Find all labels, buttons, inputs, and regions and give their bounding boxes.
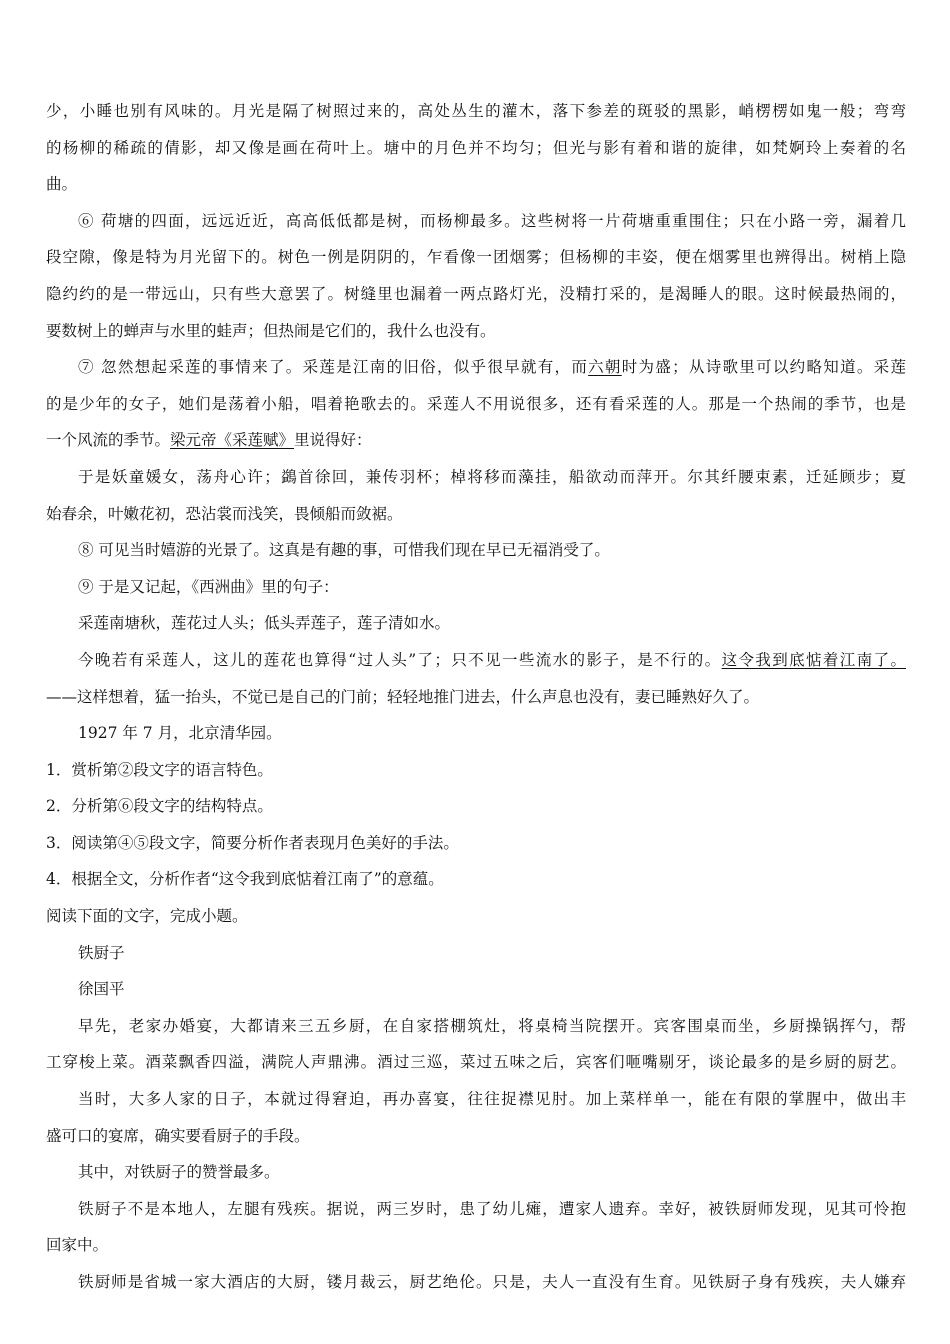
text-line: 今晚若有采莲人，这儿的莲花也算得“过人头”了；只不见一些流水的影子，是不行的。这令我到底惦着江南了。 xyxy=(78,650,906,669)
question-2: 2．分析第⑥段文字的结构特点。 xyxy=(46,797,273,816)
text-line: 的是少年的女子，她们是荡着小船，唱着艳歌去的。采莲人不用说很多，还有看采莲的人。那是一个热闹的季节，也是 xyxy=(46,394,906,413)
text-line: 隐约约的是一带远山，只有些大意罢了。树缝里也漏着一两点路灯光，没精打采的，是渴睡人的眼。这时候最热闹的， xyxy=(46,284,906,303)
text-line: 段空隙，像是特为月光留下的。树色一例是阴阴的，乍看像一团烟雾；但杨柳的丰姿，便在烟雾里也辨得出。树梢上隐 xyxy=(46,248,906,267)
quote-line: 于是妖童媛女，荡舟心许；鷁首徐回，兼传羽杯；棹将移而藻挂，船欲动而萍开。尔其纤腰束素，迁延顾步；夏 xyxy=(78,467,906,486)
question-1: 1．赏析第②段文字的语言特色。 xyxy=(46,760,273,779)
poem-line: 采莲南塘秋，莲花过人头；低头弄莲子，莲子清如水。 xyxy=(78,614,451,633)
text-line: 铁厨子不是本地人，左腿有残疾。据说，两三岁时，患了幼儿瘫，遭家人遗弃。幸好，被铁厨师发现，见其可怜抱 xyxy=(78,1199,906,1218)
text-line: 曲。 xyxy=(46,175,78,194)
underlined-sentence: 这令我到底惦着江南了。 xyxy=(721,650,906,669)
question-4: 4．根据全文，分析作者“这令我到底惦着江南了”的意蕴。 xyxy=(46,870,444,889)
text-line: 其中，对铁厨子的赞誉最多。 xyxy=(78,1163,280,1182)
date-line: 1927 年 7 月，北京清华园。 xyxy=(78,724,282,743)
text-line: 回家中。 xyxy=(46,1236,109,1255)
paragraph-9: ⑨ 于是又记起，《西洲曲》里的句子： xyxy=(78,577,339,596)
question-3: 3．阅读第④⑤段文字，简要分析作者表现月色美好的手法。 xyxy=(46,833,459,852)
text-line: 少，小睡也别有风味的。月光是隔了树照过来的，高处丛生的灌木，落下参差的斑驳的黑影，峭楞楞如鬼一般；弯弯 xyxy=(46,102,906,120)
text-line: 工穿梭上菜。酒菜飘香四溢，满院人声鼎沸。酒过三巡，菜过五味之后，宾客们咂嘴剔牙，谈论最多的是乡厨的厨艺。 xyxy=(46,1053,906,1072)
text-line: 一个风流的季节。梁元帝《采莲赋》里说得好： xyxy=(46,431,372,450)
paragraph-7: ⑦ 忽然想起采莲的事情来了。采莲是江南的旧俗，似乎很早就有，而六朝时为盛；从诗歌里可以约略知道。采莲 xyxy=(78,358,906,377)
paragraph-6: ⑥ 荷塘的四面，远远近近，高高低低都是树，而杨柳最多。这些树将一片荷塘重重围住；只在小路一旁，漏着几 xyxy=(78,211,906,230)
underlined-annotation: 六朝 xyxy=(588,358,622,377)
reading-instruction: 阅读下面的文字，完成小题。 xyxy=(46,907,248,926)
story-author: 徐国平 xyxy=(78,980,125,999)
story-title: 铁厨子 xyxy=(78,943,125,962)
text-line: 的杨柳的稀疏的倩影，却又像是画在荷叶上。塘中的月色并不均匀；但光与影有着和谐的旋律，如梵婀玲上奏着的名 xyxy=(46,138,906,157)
quote-line: 始春余，叶嫩花初，恐沾裳而浅笑，畏倾船而敛裾。 xyxy=(46,504,403,523)
text-line: 铁厨师是省城一家大酒店的大厨，镂月裁云，厨艺绝伦。只是，夫人一直没有生育。见铁厨子身有残疾，夫人嫌弃 xyxy=(78,1273,906,1291)
text-line: 早先，老家办婚宴，大都请来三五乡厨，在自家搭棚筑灶，将桌椅当院摆开。宾客围桌而坐，乡厨操锅挥勺，帮 xyxy=(78,1016,906,1035)
text-line: 盛可口的宴席，确实要看厨子的手段。 xyxy=(46,1126,310,1145)
underlined-annotation: 梁元帝《采莲赋》 xyxy=(170,431,295,450)
text-line: 当时，大多人家的日子，本就过得窘迫，再办喜宴，往往捉襟见肘。加上菜样单一，能在有限的掌腥中，做出丰 xyxy=(78,1090,906,1109)
text-line: 要数树上的蝉声与水里的蛙声；但热闹是它们的，我什么也没有。 xyxy=(46,321,496,340)
text-line: ——这样想着，猛一抬头，不觉已是自己的门前；轻轻地推门进去，什么声息也没有，妻已睡熟好久了。 xyxy=(46,687,760,706)
paragraph-8: ⑧ 可见当时嬉游的光景了。这真是有趣的事，可惜我们现在早已无福消受了。 xyxy=(78,541,610,560)
